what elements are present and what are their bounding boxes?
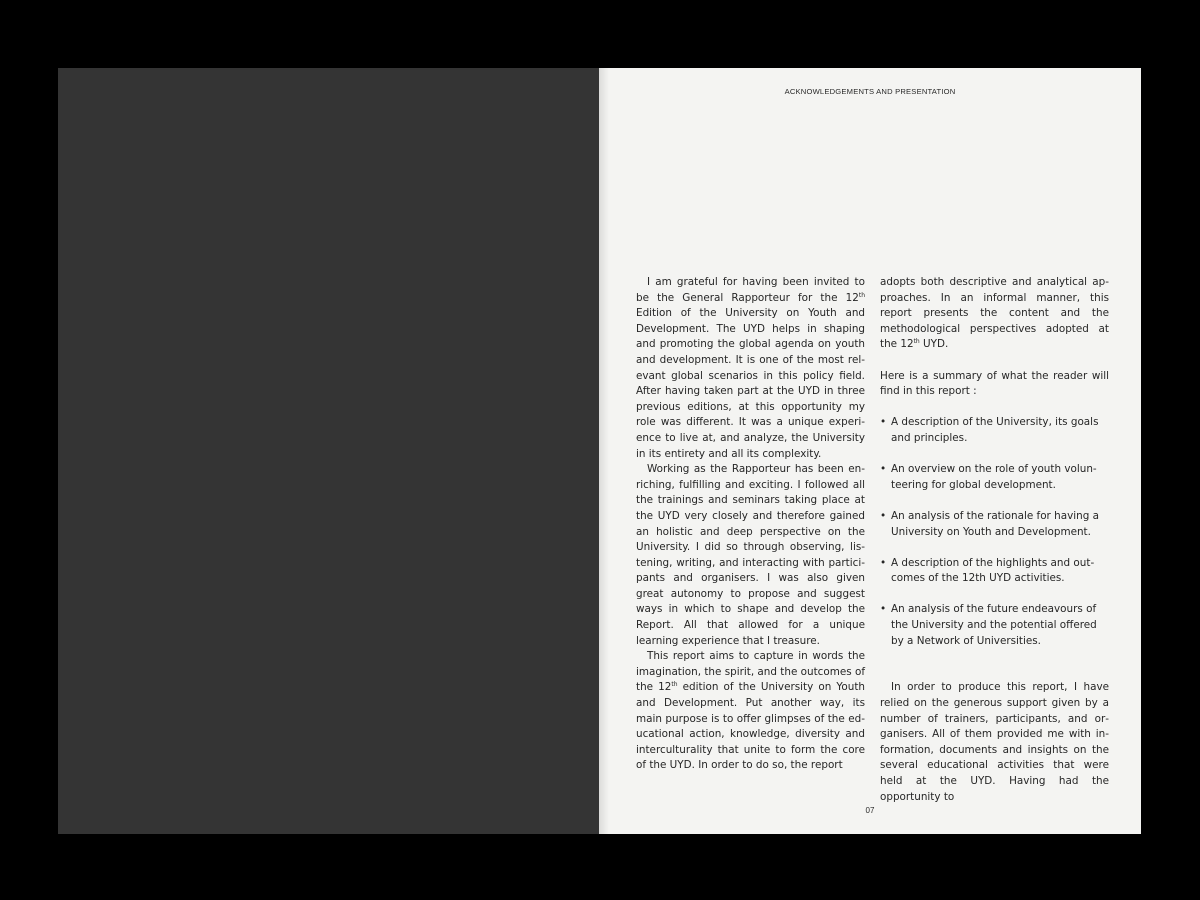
gutter-shadow: [599, 68, 609, 834]
list-item: • An analysis of the future endeavours of the University and the potential offered by a Network of Universities.: [880, 602, 1109, 649]
page-number: 07: [865, 806, 875, 815]
list-item: • An overview on the role of youth volunteering for global development.: [880, 462, 1109, 493]
left-page-blank: [58, 68, 599, 834]
list-item: • An analysis of the rationale for having a University on Youth and Development.: [880, 509, 1109, 540]
paragraph-3: This report aims to capture in words the imagination, the spirit, and the outcomes of the 12th edition of the University on Youth and Development. Put another way, its main purpose is to offer glimpses of the educational action, knowledge, diversity and interculturality that unite to form the core of the UYD. In order to do so, the report: [636, 650, 865, 772]
book-spread: [58, 68, 1141, 834]
summary-list: [880, 415, 1109, 649]
text-column-left: [636, 275, 865, 774]
summary-intro: Here is a summary of what the reader will find in this report :: [880, 369, 1109, 398]
list-item: • A description of the University, its goals and principles.: [880, 415, 1109, 446]
paragraph-2: Working as the Rapporteur has been enriching, fulfilling and exciting. I followed all the trainings and seminars taking place at the UYD very closely and therefore gained an holistic and deep perspective on the University. I did so through observing, listening, writing, and interacting with participants and organisers. I was also given great autonomy to propose and suggest ways in which to shape and develop the Report. All that allowed for a unique learning experience that I treasure.: [636, 463, 865, 647]
paragraph-4: adopts both descriptive and analytical approaches. In an informal manner, this report presents the content and the methodological perspectives adopted at the 12th UYD.: [880, 276, 1109, 351]
right-page: [599, 68, 1141, 834]
running-head: ACKNOWLEDGEMENTS AND PRESENTATION: [784, 87, 956, 96]
list-item: • A description of the highlights and outcomes of the 12th UYD activities.: [880, 556, 1109, 587]
paragraph-5: In order to produce this report, I have relied on the generous support given by a number of trainers, participants, and organisers. All of them provided me with information, documents and insights on the several educational activities that were held at the UYD. Having had the opportunity to: [880, 681, 1109, 803]
text-column-right: [880, 275, 1109, 805]
paragraph-1: I am grateful for having been invited to be the General Rapporteur for the 12th Edition of the University on Youth and Development. The UYD helps in shaping and promoting the global agenda on youth and development. It is one of the most relevant global scenarios in this policy field. After having taken part at the UYD in three previous editions, at this opportunity my role was different. It was a unique experience to live at, and analyze, the University in its entirety and all its complexity.: [636, 276, 865, 460]
